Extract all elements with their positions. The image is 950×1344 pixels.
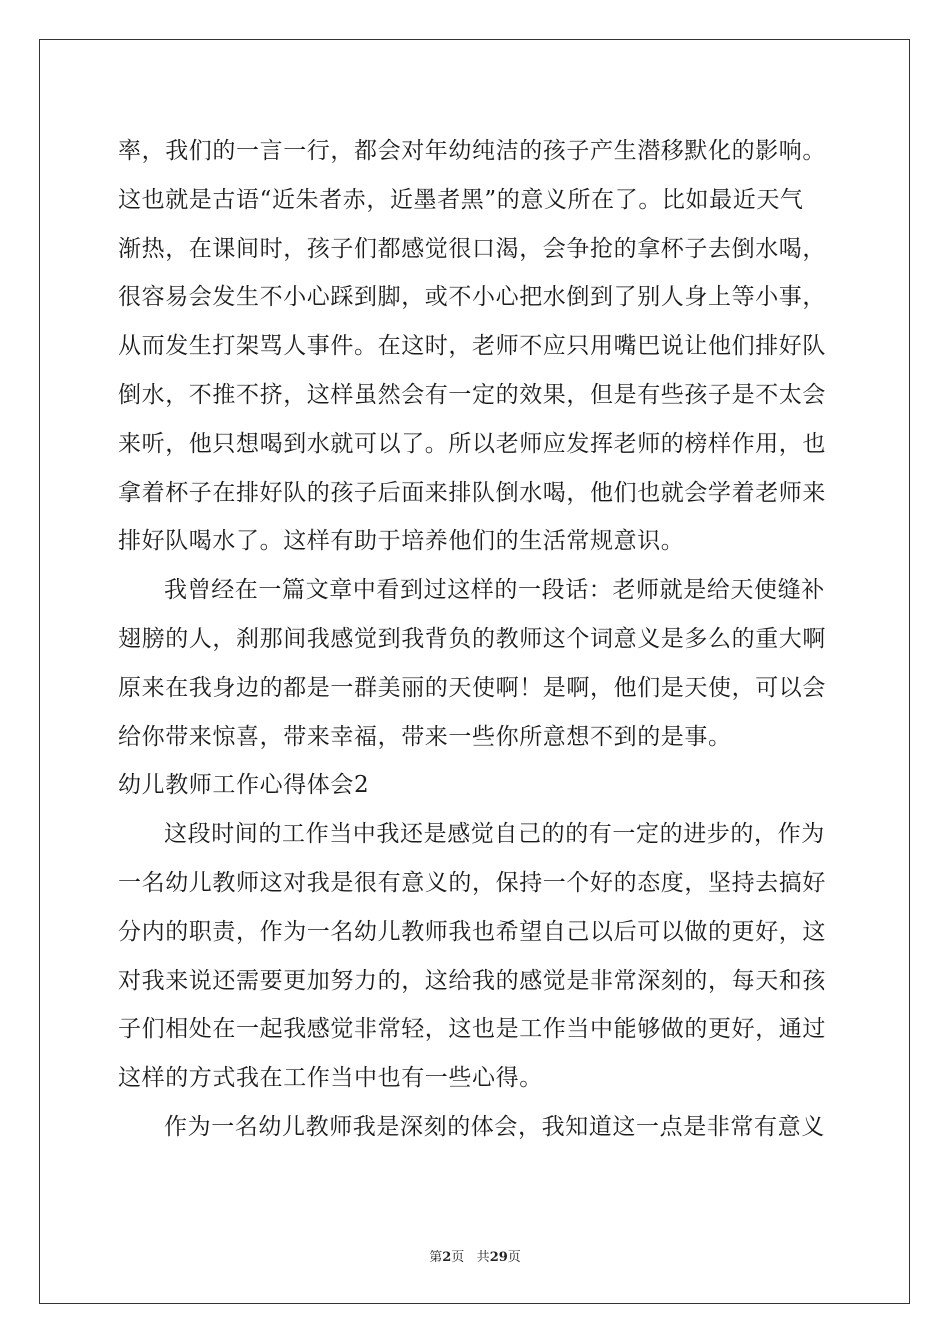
page-number: 2 [442,1250,452,1265]
text-line: 给你带来惊喜，带来幸福，带来一些你所意想不到的是事。 [118,723,732,750]
text-line: 这样的方式我在工作当中也有一些心得。 [118,1065,543,1092]
text-line: 率，我们的一言一行，都会对年幼纯洁的孩子产生潜移默化的影响。 [118,138,826,164]
total-pages: 29 [489,1250,508,1265]
section-heading: 幼儿教师工作心得体会2 [118,772,370,799]
text-line: 拿着杯子在排好队的孩子后面来排队倒水喝，他们也就会学着老师来 [118,479,826,506]
page-unit: 页 [451,1250,465,1265]
page-prefix: 第 [429,1250,443,1265]
text-line: 子们相处在一起我感觉非常轻，这也是工作当中能够做的更好，通过 [118,1016,826,1043]
paragraph-start-line: 作为一名幼儿教师我是深刻的体会，我知道这一点是非常有意义 [164,1113,825,1140]
text-line: 一名幼儿教师这对我是很有意义的，保持一个好的态度，坚持去搞好 [118,869,826,896]
text-line: 翅膀的人，刹那间我感觉到我背负的教师这个词意义是多么的重大啊 [118,625,826,652]
text-line: 分内的职责，作为一名幼儿教师我也希望自己以后可以做的更好，这 [118,918,826,945]
page-footer [0,1246,950,1265]
text-line: 这也就是古语“近朱者赤，近墨者黑”的意义所在了。比如最近天气 [118,186,804,213]
text-line: 很容易会发生不小心踩到脚，或不小心把水倒到了别人身上等小事， [118,284,826,311]
total-prefix: 共 [476,1250,490,1265]
document-body [118,127,836,1152]
text-line: 渐热，在课间时，孩子们都感觉很口渴，会争抢的拿杯子去倒水喝， [118,235,826,262]
paragraph-start-line: 我曾经在一篇文章中看到过这样的一段话：老师就是给天使缝补 [164,577,825,604]
text-line: 来听，他只想喝到水就可以了。所以老师应发挥老师的榜样作用，也 [118,430,826,457]
total-unit: 页 [507,1250,521,1265]
text-line: 对我来说还需要更加努力的，这给我的感觉是非常深刻的，每天和孩 [118,967,826,994]
text-line: 从而发生打架骂人事件。在这时，老师不应只用嘴巴说让他们排好队 [118,333,826,360]
paragraph-start-line: 这段时间的工作当中我还是感觉自己的的有一定的进步的，作为 [164,821,825,848]
text-line: 倒水，不推不挤，这样虽然会有一定的效果，但是有些孩子是不太会 [118,381,826,408]
text-line: 原来在我身边的都是一群美丽的天使啊！是啊，他们是天使，可以会 [118,674,826,701]
text-line: 排好队喝水了。这样有助于培养他们的生活常规意识。 [118,528,685,555]
